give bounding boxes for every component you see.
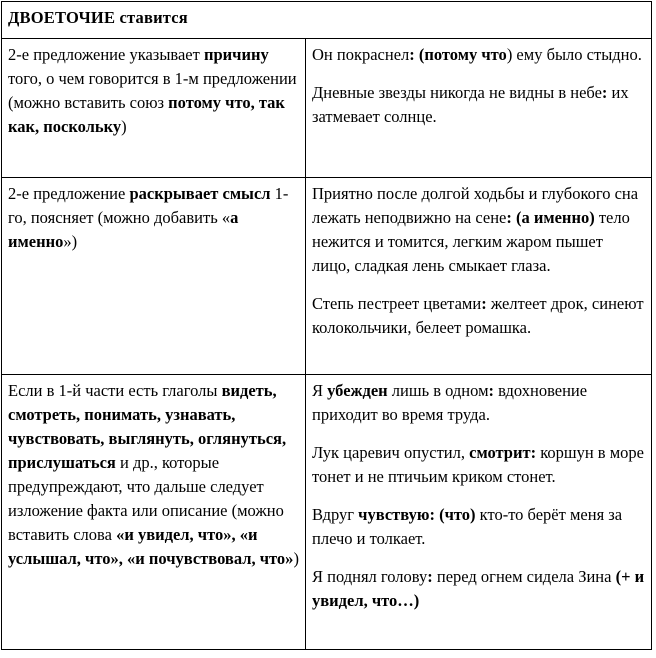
text-segment: того, о чем говорится в 1-м предложении (можно вставить союз: [8, 69, 297, 112]
example-sentence: [312, 503, 645, 551]
text-segment: вдохновение приходит во время труда.: [312, 381, 588, 424]
text-segment: »): [63, 232, 78, 251]
table-row: [2, 39, 652, 178]
text-segment: 2-е предложение указывает: [8, 45, 204, 64]
punctuation-rules-table: [1, 1, 652, 650]
bold-text-segment: смотрит:: [469, 443, 537, 462]
bold-text-segment: раскрывает смысл: [129, 184, 271, 203]
bold-text-segment: видеть, смотреть, понимать, узнавать, чувствовать, выглянуть, оглянуться, прислушаться: [8, 381, 287, 472]
rule-cell: [2, 375, 306, 650]
bold-text-segment: : (а именно): [506, 208, 595, 227]
text-segment: ): [121, 117, 127, 136]
text-segment: Лук царевич опустил,: [312, 443, 470, 462]
bold-text-segment: (+ и увидел, что…): [312, 567, 645, 610]
table-row: [2, 375, 652, 650]
text-segment: 2-е предложение: [8, 184, 130, 203]
example-sentence: [312, 292, 645, 340]
text-segment: Степь пестреет цветами: [312, 294, 482, 313]
bold-text-segment: чувствую: (что): [358, 505, 476, 524]
text-segment: коршун в море тонет и не птичьим криком стонет.: [312, 443, 644, 486]
example-sentence: [312, 441, 645, 489]
text-segment: ) ему было стыдно.: [506, 45, 642, 64]
text-segment: Приятно после долгой ходьбы и глубокого сна лежать неподвижно на сене: [312, 184, 639, 227]
text-segment: перед огнем сидела Зина: [432, 567, 616, 586]
example-sentence: [312, 379, 645, 427]
bold-text-segment: а именно: [8, 208, 239, 251]
examples-cell: [306, 178, 652, 375]
text-segment: Я: [312, 381, 328, 400]
text-segment: и др., которые предупреждают, что дальше следует изложение факта или описание (можно вставить слова: [8, 453, 284, 544]
text-segment: желтеет дрок, синеют колокольчики, белеет ромашка.: [312, 294, 644, 337]
text-segment: Дневные звезды никогда не видны в небе: [312, 83, 602, 102]
text-segment: тело нежится и томится, легким жаром пышет лицо, сладкая лень смыкает глаза.: [312, 208, 630, 275]
title-row: [2, 2, 652, 39]
bold-text-segment: потому что, так как, поскольку: [8, 93, 285, 136]
text-segment: ): [293, 549, 299, 568]
text-segment: их затмевает солнце.: [312, 83, 629, 126]
bold-text-segment: убежден: [327, 381, 388, 400]
text-segment: Вдруг: [312, 505, 359, 524]
bold-text-segment: причину: [203, 45, 269, 64]
example-sentence: [312, 565, 645, 613]
examples-cell: [306, 375, 652, 650]
text-segment: Он покраснел: [312, 45, 410, 64]
examples-cell: [306, 39, 652, 178]
rule-cell: [2, 178, 306, 375]
text-segment: Если в 1-й части есть глаголы: [8, 381, 222, 400]
bold-text-segment: «и увидел, что», «и услышал, что», «и почувствовал, что»: [8, 525, 294, 568]
bold-text-segment: :: [427, 567, 433, 586]
text-segment: кто-то берёт меня за плечо и толкает.: [312, 505, 623, 548]
rule-cell: [2, 39, 306, 178]
example-sentence: [312, 43, 645, 67]
bold-text-segment: : (потому что: [409, 45, 507, 64]
text-segment: Я поднял голову: [312, 567, 428, 586]
bold-text-segment: :: [488, 381, 495, 400]
bold-text-segment: :: [601, 83, 608, 102]
text-segment: лишь в одном: [387, 381, 489, 400]
example-sentence: [312, 81, 645, 129]
bold-text-segment: :: [481, 294, 487, 313]
table-title: ДВОЕТОЧИЕ ставится: [2, 2, 652, 39]
example-sentence: [312, 182, 645, 278]
text-segment: 1-го, поясняет (можно добавить «: [8, 184, 289, 227]
table-row: [2, 178, 652, 375]
